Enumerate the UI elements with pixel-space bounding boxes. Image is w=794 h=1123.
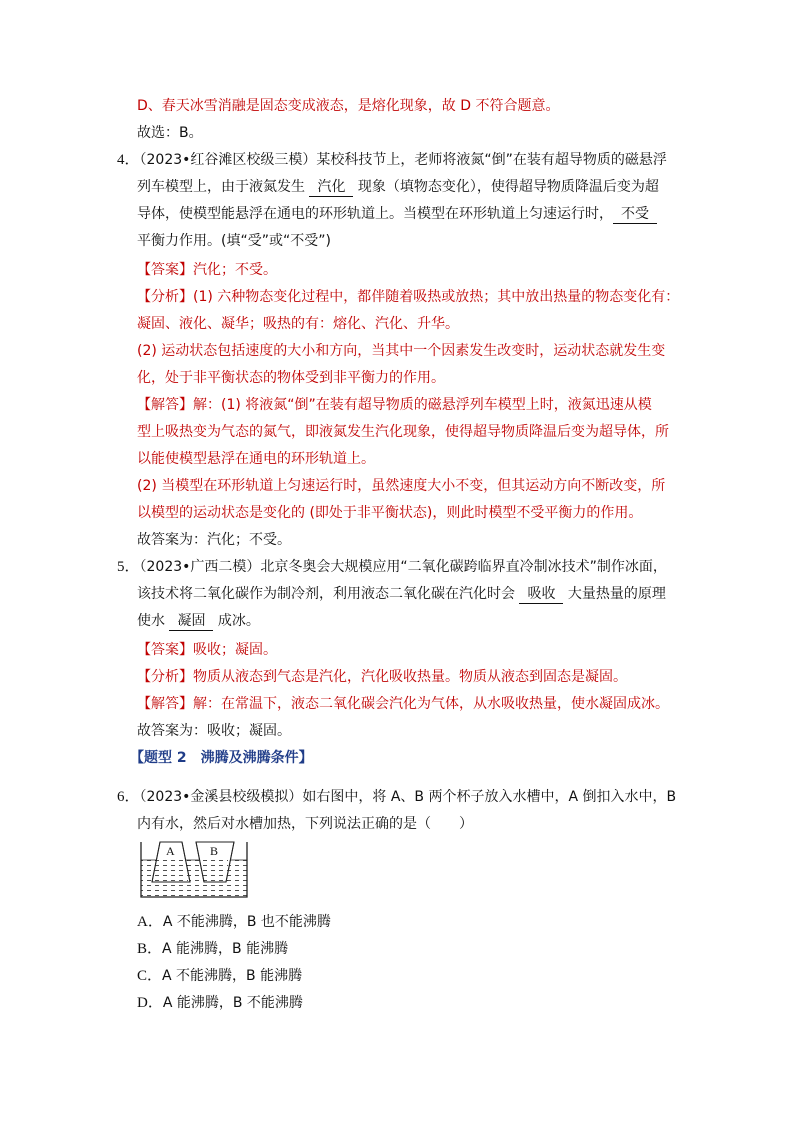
q6-stem-line-1 xyxy=(117,787,676,807)
q6-figure-water-tank xyxy=(138,838,250,900)
q6-option-b-letter: B． xyxy=(137,941,163,957)
q6-option-d[interactable] xyxy=(137,993,303,1013)
q4-solution-tag: 【解答】 xyxy=(137,397,193,413)
q5-analysis-tag: 【分析】 xyxy=(137,669,193,685)
q6-figure-label-b: B xyxy=(210,844,219,858)
prev-option-d-explanation xyxy=(137,96,559,116)
q6-stem-2: 内有水，然后对水槽加热，下列说法正确的是（ ） xyxy=(137,816,473,832)
q4-solution-3 xyxy=(137,449,375,469)
q4-blank-2: 不受 xyxy=(613,205,657,224)
q5-answer-tag: 【答案】 xyxy=(137,642,193,658)
q5-stem-2b: 大量热量的原理 xyxy=(567,586,666,602)
q6-option-d-letter: D． xyxy=(137,995,163,1011)
q5-solution-tag: 【解答】 xyxy=(137,696,193,712)
q4-answer-text: 汽化；不受。 xyxy=(193,262,277,278)
q6-option-d-text: A 能沸腾，B 不能沸腾 xyxy=(162,995,303,1011)
q4-analysis-text-3: (2) 运动状态包括速度的大小和方向，当其中一个因素发生改变时，运动状态就发生变 xyxy=(137,343,666,359)
q6-option-a[interactable] xyxy=(137,912,331,932)
q4-stem-line-3 xyxy=(137,204,657,224)
prev-choice-text: 故选：B。 xyxy=(137,125,203,141)
q4-solution-5 xyxy=(137,503,642,523)
q4-stem-3a: 导体，使模型能悬浮在通电的环形轨道上。当模型在环形轨道上匀速运行时， xyxy=(137,206,613,222)
q5-final-answer xyxy=(137,721,291,741)
q4-analysis-2 xyxy=(137,314,459,334)
q6-option-b-text: A 能沸腾，B 能沸腾 xyxy=(162,941,289,957)
q5-answer xyxy=(137,640,277,660)
q4-analysis-3 xyxy=(137,341,665,361)
q6-option-a-letter: A． xyxy=(137,914,163,930)
q5-number: 5． xyxy=(117,559,140,575)
q4-stem-1: （2023•红谷滩区校级三模）某校科技节上，老师将液氮“倒”在装有超导物质的磁悬浮 xyxy=(139,152,667,168)
q4-analysis-1 xyxy=(137,287,679,307)
q6-figure-label-a: A xyxy=(166,844,175,858)
q6-option-b[interactable] xyxy=(137,939,288,959)
section-title: 【题型 2 沸腾及沸腾条件】 xyxy=(130,750,313,766)
q5-stem-line-3 xyxy=(137,611,260,631)
q5-blank-1: 吸收 xyxy=(519,585,563,604)
prev-d-line: D、春天冰雪消融是固态变成液态，是熔化现象，故 D 不符合题意。 xyxy=(137,98,560,114)
q5-stem-2a: 该技术将二氧化碳作为制冷剂，利用液态二氧化碳在汽化时会 xyxy=(137,586,515,602)
prev-choice xyxy=(137,123,203,143)
q6-option-c[interactable] xyxy=(137,966,302,986)
q4-stem-2b: 现象（填物态变化），使得超导物质降温后变为超 xyxy=(357,179,659,195)
q4-analysis-text-4: 化，处于非平衡状态的物体受到非平衡力的作用。 xyxy=(137,370,445,386)
q5-analysis-text: 物质从液态到气态是汽化，汽化吸收热量。物质从液态到固态是凝固。 xyxy=(193,669,627,685)
q4-solution-4 xyxy=(137,476,665,496)
q4-blank-1: 汽化 xyxy=(309,178,353,197)
q4-analysis-tag: 【分析】 xyxy=(137,289,193,305)
q4-stem-2a: 列车模型上，由于液氮发生 xyxy=(137,179,305,195)
q5-answer-text: 吸收；凝固。 xyxy=(193,642,277,658)
q5-stem-1: （2023•广西二模）北京冬奥会大规模应用“二氧化碳跨临界直冷制冰技术”制作冰面， xyxy=(139,559,667,575)
q6-option-c-text: A 不能沸腾，B 能沸腾 xyxy=(162,968,303,984)
q4-answer-tag: 【答案】 xyxy=(137,262,193,278)
q4-solution-2 xyxy=(137,422,669,442)
q4-solution-text-1: 解：(1) 将液氮“倒”在装有超导物质的磁悬浮列车模型上时，液氮迅速从模 xyxy=(193,397,652,413)
q4-number: 4． xyxy=(117,152,140,168)
q5-final-text: 故答案为：吸收；凝固。 xyxy=(137,723,291,739)
q4-answer xyxy=(137,260,277,280)
q6-number: 6． xyxy=(117,789,140,805)
q5-stem-line-1 xyxy=(117,557,667,577)
q4-solution-text-2: 型上吸热变为气态的氮气，即液氮发生汽化现象，使得超导物质降温后变为超导体，所 xyxy=(137,424,669,440)
q5-solution-text: 解：在常温下，液态二氧化碳会汽化为气体，从水吸收热量，使水凝固成冰。 xyxy=(193,696,669,712)
q4-final-answer xyxy=(137,530,291,550)
q5-solution xyxy=(137,694,669,714)
section-heading xyxy=(130,748,313,768)
q4-stem-line-1 xyxy=(117,150,667,170)
q5-stem-3a: 使水 xyxy=(137,613,165,629)
q6-option-a-text: A 不能沸腾，B 也不能沸腾 xyxy=(162,914,331,930)
q4-stem-4: 平衡力作用。(填“受”或“不受”) xyxy=(137,233,331,249)
q4-solution-text-3: 以能使模型悬浮在通电的环形轨道上。 xyxy=(137,451,375,467)
q4-stem-line-4 xyxy=(137,231,331,251)
q4-solution-text-4: (2) 当模型在环形轨道上匀速运行时，虽然速度大小不变，但其运动方向不断改变，所 xyxy=(137,478,666,494)
q4-analysis-text-2: 凝固、液化、凝华；吸热的有：熔化、汽化、升华。 xyxy=(137,316,459,332)
q4-analysis-text-1: (1) 六种物态变化过程中，都伴随着吸热或放热；其中放出热量的物态变化有： xyxy=(193,289,680,305)
q5-stem-line-2 xyxy=(137,584,666,604)
q5-analysis xyxy=(137,667,627,687)
q6-stem-1: （2023•金溪县校级模拟）如右图中，将 A、B 两个杯子放入水槽中，A 倒扣入水中，B xyxy=(139,789,677,805)
q6-stem-line-2 xyxy=(137,814,473,834)
q4-stem-line-2 xyxy=(137,177,659,197)
q6-option-c-letter: C． xyxy=(137,968,163,984)
q4-solution-1 xyxy=(137,395,652,415)
q5-stem-3b: 成冰。 xyxy=(217,613,260,629)
q4-final-text: 故答案为：汽化；不受。 xyxy=(137,532,291,548)
q5-blank-2: 凝固 xyxy=(169,612,213,631)
q4-solution-text-5: 以模型的运动状态是变化的 (即处于非平衡状态)，则此时模型不受平衡力的作用。 xyxy=(137,505,643,521)
q4-analysis-4 xyxy=(137,368,445,388)
